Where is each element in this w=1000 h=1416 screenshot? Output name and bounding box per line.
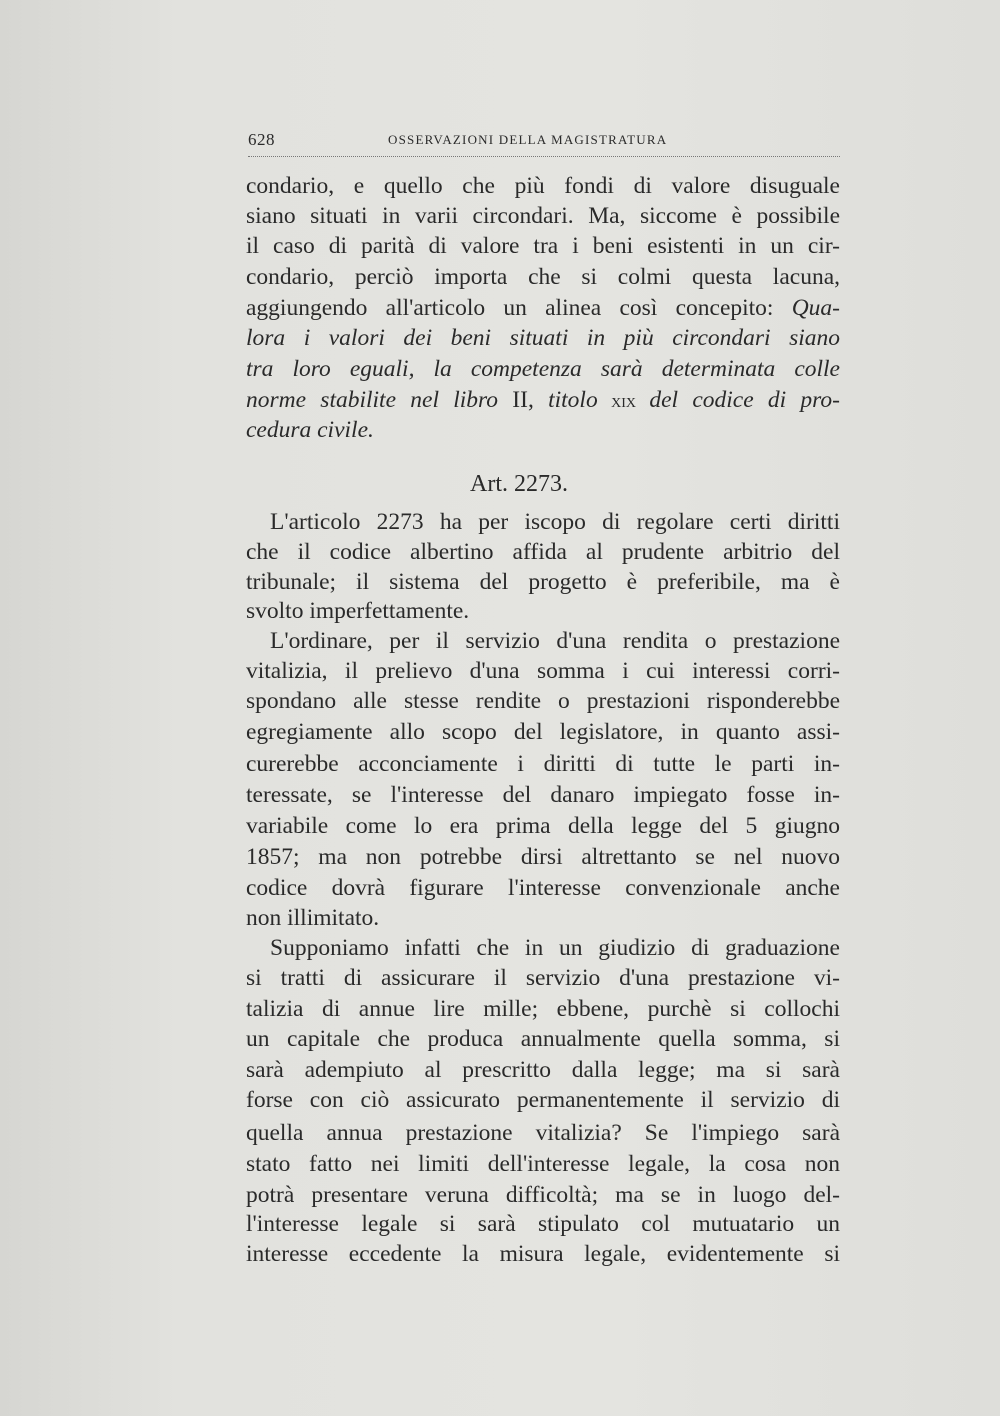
text-line: vitalizia, il prelievo d'una somma i cui interessi corri- <box>246 658 840 684</box>
text-line <box>246 384 840 416</box>
running-title: OSSERVAZIONI DELLA MAGISTRATURA <box>388 132 668 147</box>
page-number: 628 <box>248 130 275 149</box>
text-line: tribunale; il sistema del progetto è preferibile, ma è <box>246 569 840 595</box>
article-heading: Art. 2273. <box>470 471 568 497</box>
text-line: curerebbe acconciamente i diritti di tutte le parti in- <box>246 751 840 777</box>
text-line: che il codice albertino affida al prudente arbitrio del <box>246 539 840 565</box>
text-line <box>246 292 840 324</box>
text-line: variabile come lo era prima della legge del 5 giugno <box>246 813 840 839</box>
text-line: non illimitato. <box>246 905 380 931</box>
italic-line: cedura civile. <box>246 417 374 443</box>
text-line: Supponiamo infatti che in un giudizio di graduazione <box>270 935 840 961</box>
text-line: potrà presentare veruna difficoltà; ma se in luogo del- <box>246 1182 840 1208</box>
text-segment: aggiungendo all'articolo un alinea così concepito: <box>246 295 792 321</box>
text-line: si tratti di assicurare il servizio d'una prestazione vi- <box>246 965 840 991</box>
text-line: L'articolo 2273 ha per iscopo di regolare certi diritti <box>270 509 840 535</box>
text-line: 1857; ma non potrebbe dirsi altrettanto se nel nuovo <box>246 844 840 870</box>
text-line: L'ordinare, per il servizio d'una rendita o prestazione <box>270 628 840 654</box>
text-line: quella annua prestazione vitalizia? Se l'impiego sarà <box>246 1120 840 1146</box>
italic-segment: Qua- <box>791 295 840 321</box>
text-line: codice dovrà figurare l'interesse convenzionale anche <box>246 875 840 901</box>
text-segment: II, <box>498 387 549 413</box>
text-line: spondano alle stesse rendite o prestazioni risponderebbe <box>246 688 840 714</box>
text-line: forse con ciò assicurato permanentemente il servizio di <box>246 1087 840 1113</box>
small-caps-segment: xix <box>597 390 650 412</box>
text-line: egregiamente allo scopo del legislatore, in quanto assi- <box>246 719 840 745</box>
text-line: un capitale che produca annualmente quella somma, si <box>246 1026 840 1052</box>
text-line: interesse eccedente la misura legale, evidentemente si <box>246 1241 840 1267</box>
page-header <box>248 128 840 157</box>
italic-segment: titolo <box>548 387 598 413</box>
text-line: il caso di parità di valore tra i beni esistenti in un cir- <box>246 233 840 259</box>
text-line: siano situati in varii circondari. Ma, siccome è possibile <box>246 203 840 229</box>
text-line: l'interesse legale si sarà stipulato col mutuatario un <box>246 1211 840 1237</box>
text-line: condario, e quello che più fondi di valore disuguale <box>246 173 840 199</box>
text-line: svolto imperfettamente. <box>246 598 470 624</box>
text-line: teressate, se l'interesse del danaro impiegato fosse in- <box>246 782 840 808</box>
text-line: talizia di annue lire mille; ebbene, purchè si collochi <box>246 996 840 1022</box>
italic-segment: del codice di pro- <box>649 387 841 413</box>
italic-line: tra loro eguali, la competenza sarà determinata colle <box>246 356 840 382</box>
italic-segment: norme stabilite nel libro <box>246 387 499 413</box>
text-line: stato fatto nei limiti dell'interesse legale, la cosa non <box>246 1151 840 1177</box>
italic-line: lora i valori dei beni situati in più circondari siano <box>246 325 840 351</box>
text-line: condario, perciò importa che si colmi questa lacuna, <box>246 264 840 290</box>
text-line: sarà adempiuto al prescritto dalla legge; ma si sarà <box>246 1057 840 1083</box>
